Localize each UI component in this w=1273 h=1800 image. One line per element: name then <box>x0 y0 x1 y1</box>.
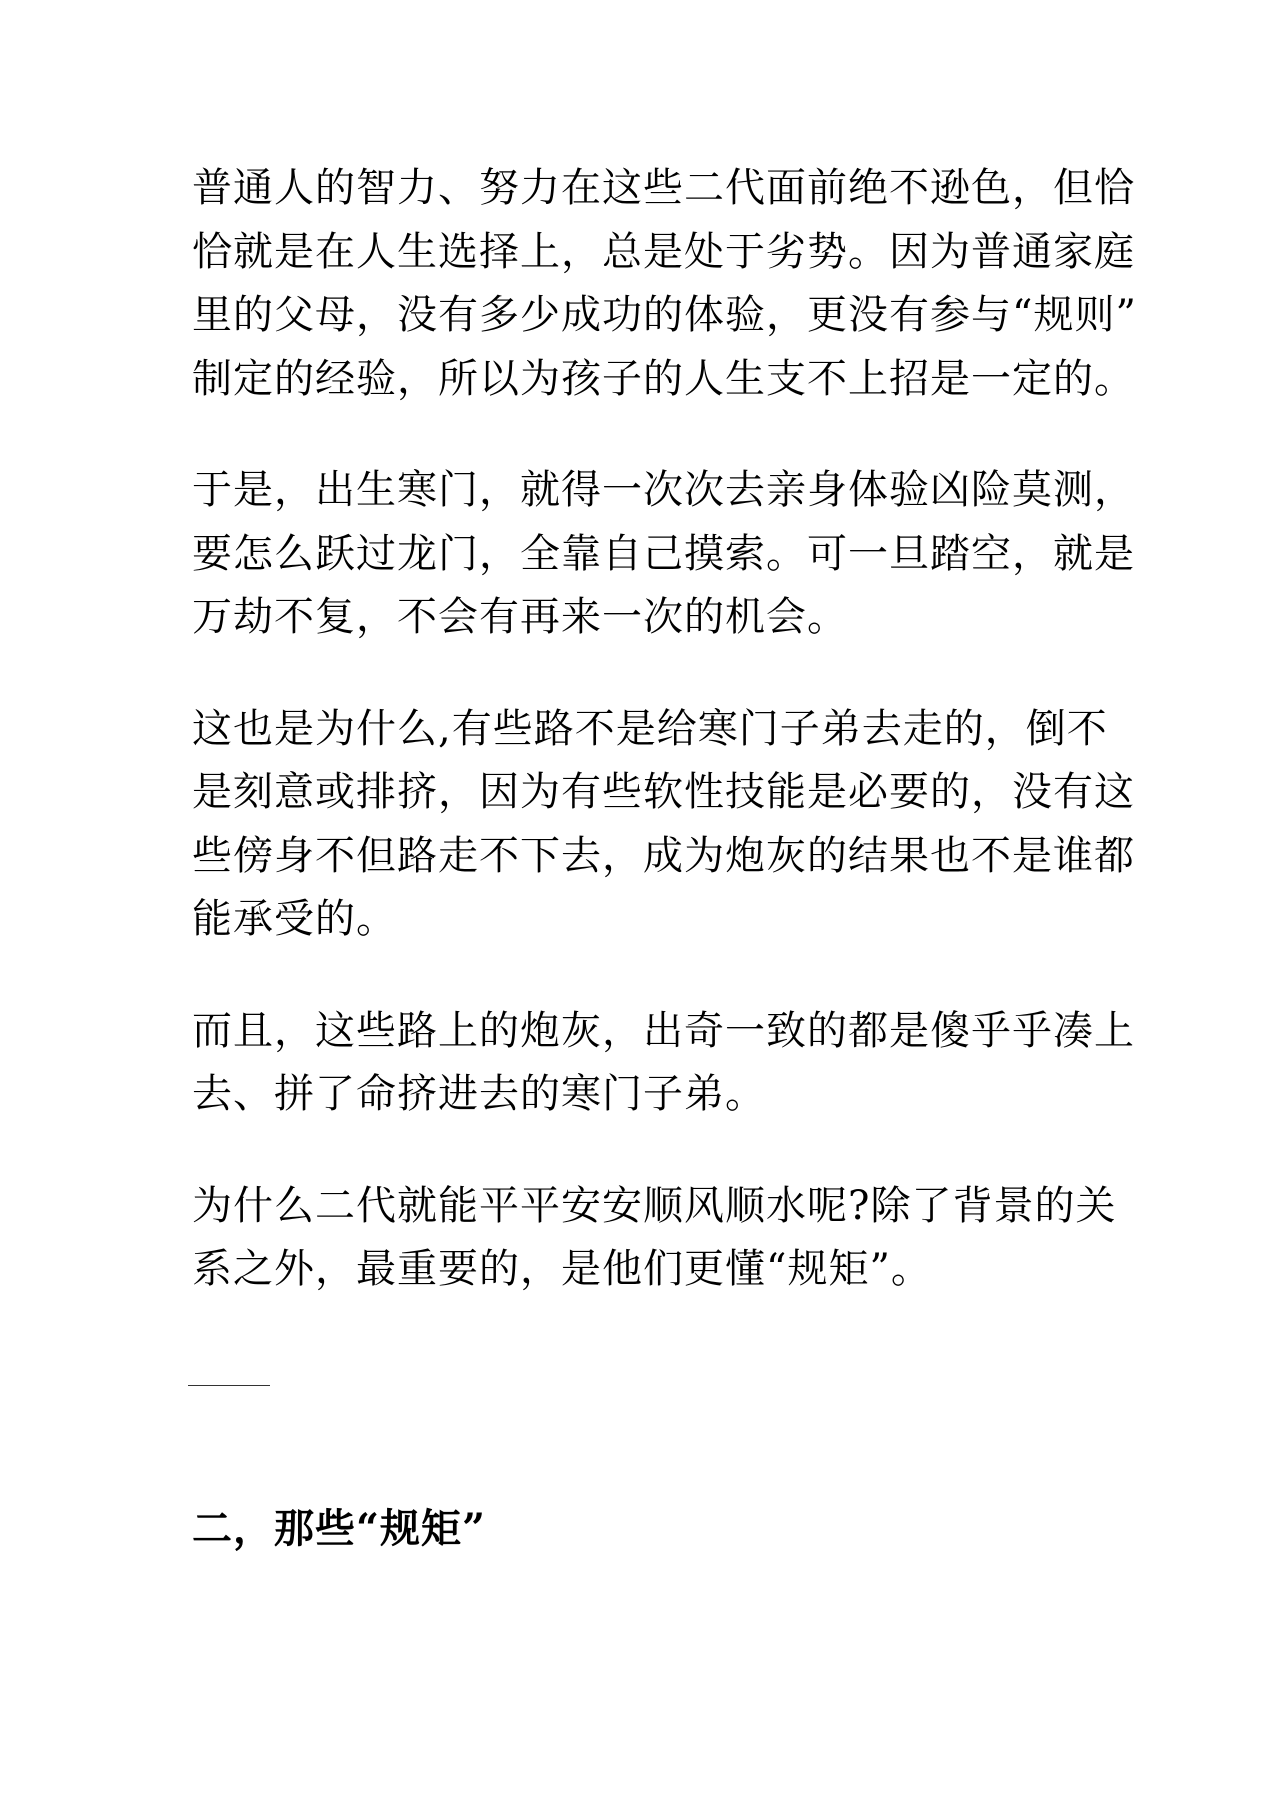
text-line: 制定的经验，所以为孩子的人生支不上招是一定的。 <box>192 355 1135 402</box>
text-line: 万劫不复，不会有再来一次的机会。 <box>192 594 848 640</box>
text-line: 于是，出生寒门，就得一次次去亲身体验凶险莫测， <box>192 467 1135 513</box>
text-line: 普通人的智力、努力在这些二代面前绝不逊色，但恰 <box>192 165 1135 211</box>
article-body <box>192 157 1137 1350</box>
paragraph-1 <box>192 157 1137 411</box>
paragraph-5 <box>192 1175 1117 1302</box>
text-line: 为什么二代就能平平安安顺风顺水呢?除了背景的关 <box>192 1182 1117 1229</box>
text-line: 系之外，最重要的，是他们更懂“规矩”。 <box>192 1246 932 1292</box>
text-line: 而且，这些路上的炮灰，出奇一致的都是傻乎乎凑上 <box>192 1007 1135 1054</box>
text-line: 里的父母，没有多少成功的体验，更没有参与“规则” <box>192 292 1137 338</box>
text-line: 能承受的。 <box>192 896 397 942</box>
text-line: 这也是为什么,有些路不是给寒门子弟去走的，倒不 <box>192 705 1108 752</box>
text-line: 些傍身不但路走不下去，成为炮灰的结果也不是谁都 <box>192 832 1135 879</box>
section-divider <box>188 1385 270 1386</box>
paragraph-4 <box>192 1000 1135 1127</box>
paragraph-3 <box>192 698 1135 952</box>
text-line: 恰就是在人生选择上，总是处于劣势。因为普通家庭 <box>192 228 1135 275</box>
text-line: 去、拼了命挤进去的寒门子弟。 <box>192 1071 766 1117</box>
text-line: 是刻意或排挤，因为有些软性技能是必要的，没有这 <box>192 769 1135 815</box>
text-line: 要怎么跃过龙门，全靠自己摸索。可一旦踏空，就是 <box>192 530 1135 577</box>
section-heading: 二，那些“规矩” <box>192 1505 487 1553</box>
paragraph-2 <box>192 459 1135 650</box>
